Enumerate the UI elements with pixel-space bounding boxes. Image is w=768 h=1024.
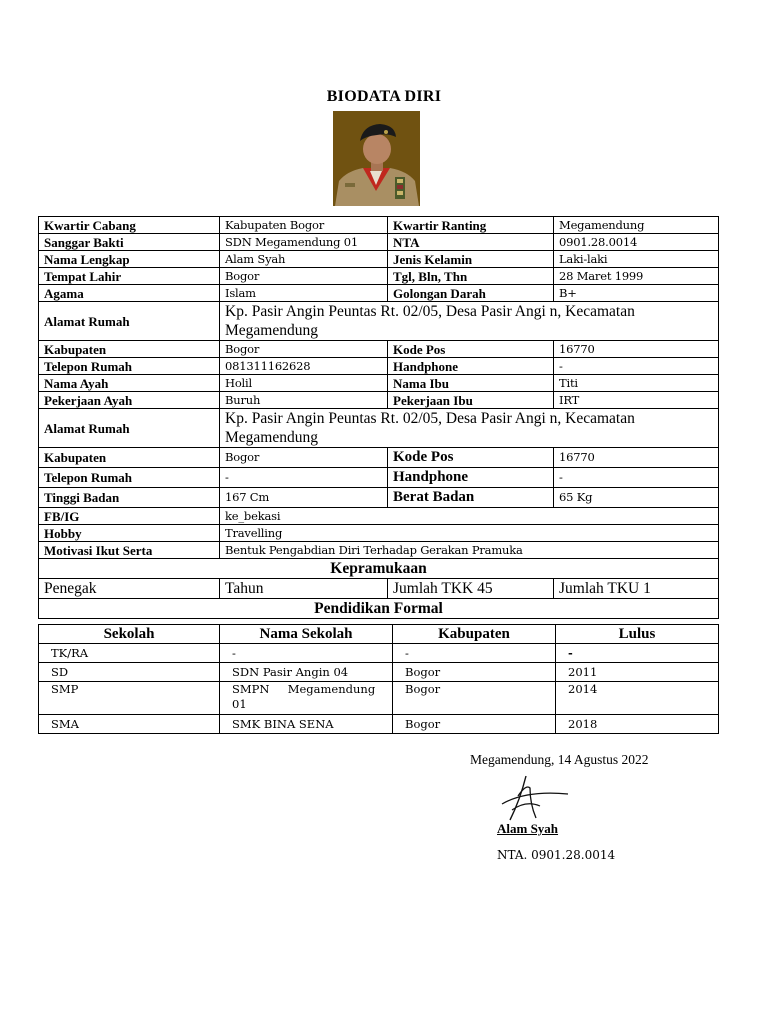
document-title: BIODATA DIRI bbox=[326, 88, 442, 105]
value-kode-pos: 16770 bbox=[554, 341, 719, 358]
value-kabupaten-2: Bogor bbox=[220, 448, 388, 468]
label-kwartir-cabang: Kwartir Cabang bbox=[39, 217, 220, 234]
value-nta: 0901.28.0014 bbox=[554, 234, 719, 251]
label-handphone: Handphone bbox=[388, 358, 554, 375]
cell-sekolah: SMP bbox=[39, 682, 220, 715]
label-motivasi: Motivasi Ikut Serta bbox=[39, 542, 220, 559]
handwritten-signature bbox=[496, 770, 576, 822]
value-jumlah-tkk: Jumlah TKK 45 bbox=[388, 579, 554, 599]
signature-place-date: Megamendung, 14 Agustus 2022 bbox=[470, 752, 649, 767]
value-kode-pos-2: 16770 bbox=[554, 448, 719, 468]
label-kabupaten-2: Kabupaten bbox=[39, 448, 220, 468]
cell-sekolah: TK/RA bbox=[39, 644, 220, 663]
value-handphone-2: - bbox=[554, 468, 719, 488]
label-kwartir-ranting: Kwartir Ranting bbox=[388, 217, 554, 234]
cell-kabupaten: Bogor bbox=[393, 663, 556, 682]
label-golongan-darah: Golongan Darah bbox=[388, 285, 554, 302]
label-nama-ayah: Nama Ayah bbox=[39, 375, 220, 392]
value-hobby: Travelling bbox=[220, 525, 719, 542]
cell-lulus: 2011 bbox=[556, 663, 719, 682]
value-tgl-lahir: 28 Maret 1999 bbox=[554, 268, 719, 285]
cell-nama-sekolah: - bbox=[220, 644, 393, 663]
cell-nama-sekolah: SMK BINA SENA bbox=[220, 715, 393, 734]
value-handphone: - bbox=[554, 358, 719, 375]
value-jumlah-tku: Jumlah TKU 1 bbox=[554, 579, 719, 599]
signature-name: Alam Syah bbox=[497, 821, 559, 836]
label-tgl-lahir: Tgl, Bln, Thn bbox=[388, 268, 554, 285]
cell-nama-sekolah: SMPN Megamendung 01 bbox=[220, 682, 393, 715]
label-handphone-2: Handphone bbox=[388, 468, 554, 488]
label-alamat-rumah-2: Alamat Rumah bbox=[39, 409, 220, 448]
label-alamat-rumah: Alamat Rumah bbox=[39, 302, 220, 341]
value-nama-ibu: Titi bbox=[554, 375, 719, 392]
cell-kabupaten: Bogor bbox=[393, 715, 556, 734]
cell-kabupaten: - bbox=[393, 644, 556, 663]
value-fb-ig: ke_bekasi bbox=[220, 508, 719, 525]
cell-sekolah: SD bbox=[39, 663, 220, 682]
label-sanggar-bakti: Sanggar Bakti bbox=[39, 234, 220, 251]
label-pekerjaan-ayah: Pekerjaan Ayah bbox=[39, 392, 220, 409]
value-golongan: Penegak bbox=[39, 579, 220, 599]
table-row bbox=[39, 715, 719, 734]
value-kwartir-ranting: Megamendung bbox=[554, 217, 719, 234]
value-berat-badan: 65 Kg bbox=[554, 488, 719, 508]
label-kabupaten: Kabupaten bbox=[39, 341, 220, 358]
label-berat-badan: Berat Badan bbox=[388, 488, 554, 508]
value-kabupaten: Bogor bbox=[220, 341, 388, 358]
label-agama: Agama bbox=[39, 285, 220, 302]
column-header: Nama Sekolah bbox=[220, 625, 393, 644]
label-kode-pos-2: Kode Pos bbox=[388, 448, 554, 468]
value-pekerjaan-ibu: IRT bbox=[554, 392, 719, 409]
table-row bbox=[39, 682, 719, 715]
signature-nta: NTA. 0901.28.0014 bbox=[497, 848, 616, 862]
value-golongan-darah: B+ bbox=[554, 285, 719, 302]
value-nama-lengkap: Alam Syah bbox=[220, 251, 388, 268]
value-tempat-lahir: Bogor bbox=[220, 268, 388, 285]
cell-sekolah: SMA bbox=[39, 715, 220, 734]
value-nama-ayah: Holil bbox=[220, 375, 388, 392]
label-nta: NTA bbox=[388, 234, 554, 251]
label-hobby: Hobby bbox=[39, 525, 220, 542]
scout-portrait-image bbox=[333, 111, 420, 206]
label-nama-lengkap: Nama Lengkap bbox=[39, 251, 220, 268]
value-kwartir-cabang: Kabupaten Bogor bbox=[220, 217, 388, 234]
profile-photo bbox=[333, 111, 420, 206]
label-nama-ibu: Nama Ibu bbox=[388, 375, 554, 392]
value-telepon-rumah: 081311162628 bbox=[220, 358, 388, 375]
label-pekerjaan-ibu: Pekerjaan Ibu bbox=[388, 392, 554, 409]
table-row bbox=[39, 644, 719, 663]
label-telepon-rumah: Telepon Rumah bbox=[39, 358, 220, 375]
label-fb-ig: FB/IG bbox=[39, 508, 220, 525]
column-header: Kabupaten bbox=[393, 625, 556, 644]
label-jenis-kelamin: Jenis Kelamin bbox=[388, 251, 554, 268]
cell-lulus: 2014 bbox=[556, 682, 719, 715]
value-telepon-rumah-2: - bbox=[220, 468, 388, 488]
education-table bbox=[38, 624, 719, 734]
value-agama: Islam bbox=[220, 285, 388, 302]
label-kode-pos: Kode Pos bbox=[388, 341, 554, 358]
label-telepon-rumah-2: Telepon Rumah bbox=[39, 468, 220, 488]
value-motivasi: Bentuk Pengabdian Diri Terhadap Gerakan Pramuka bbox=[220, 542, 719, 559]
biodata-table bbox=[38, 216, 719, 619]
heading-pendidikan-formal: Pendidikan Formal bbox=[39, 599, 719, 619]
value-pekerjaan-ayah: Buruh bbox=[220, 392, 388, 409]
value-jenis-kelamin: Laki-laki bbox=[554, 251, 719, 268]
label-tempat-lahir: Tempat Lahir bbox=[39, 268, 220, 285]
value-sanggar-bakti: SDN Megamendung 01 bbox=[220, 234, 388, 251]
cell-nama-sekolah: SDN Pasir Angin 04 bbox=[220, 663, 393, 682]
cell-kabupaten: Bogor bbox=[393, 682, 556, 715]
value-alamat-rumah-2: Kp. Pasir Angin Peuntas Rt. 02/05, Desa Pasir Angi n, Kecamatan Megamendung bbox=[220, 409, 719, 448]
column-header: Sekolah bbox=[39, 625, 220, 644]
table-row bbox=[39, 663, 719, 682]
cell-lulus: 2018 bbox=[556, 715, 719, 734]
heading-kepramukaan: Kepramukaan bbox=[39, 559, 719, 579]
value-alamat-rumah: Kp. Pasir Angin Peuntas Rt. 02/05, Desa Pasir Angi n, Kecamatan Megamendung bbox=[220, 302, 719, 341]
label-tinggi-badan: Tinggi Badan bbox=[39, 488, 220, 508]
value-tahun: Tahun bbox=[220, 579, 388, 599]
column-header: Lulus bbox=[556, 625, 719, 644]
cell-lulus: - bbox=[556, 644, 719, 663]
value-tinggi-badan: 167 Cm bbox=[220, 488, 388, 508]
